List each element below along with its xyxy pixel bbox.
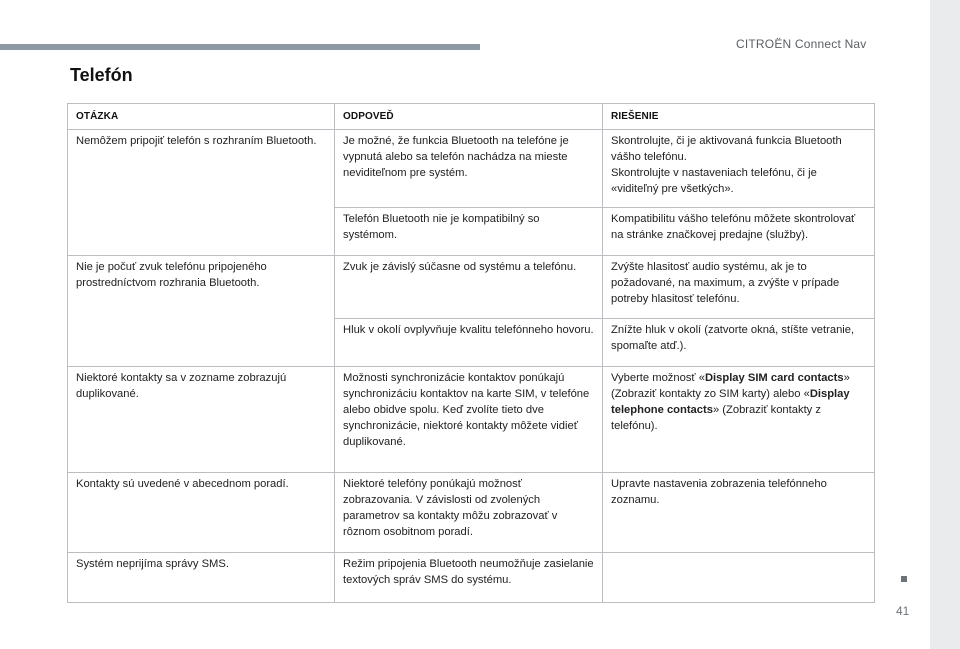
- faq-table: [67, 103, 875, 603]
- header-brand: CITROËN Connect Nav: [736, 37, 867, 51]
- solution-cell: Upravte nastavenia zobrazenia telefónneho zoznamu.: [603, 473, 875, 553]
- column-header-question: OTÁZKA: [68, 104, 335, 130]
- solution-cell: Znížte hluk v okolí (zatvorte okná, stíšte vetranie, spomaľte atď.).: [603, 319, 875, 367]
- column-header-answer: ODPOVEĎ: [335, 104, 603, 130]
- solution-text: » (Zobraziť kontakty z telefónu).: [611, 404, 821, 432]
- side-margin-strip: [930, 0, 960, 649]
- answer-cell: Zvuk je závislý súčasne od systému a telefónu.: [335, 256, 603, 319]
- column-header-solution: RIEŠENIE: [603, 104, 875, 130]
- sim-contacts-option: Display SIM card contacts: [704, 372, 844, 384]
- table-row: [68, 256, 875, 319]
- answer-cell: Možnosti synchronizácie kontaktov ponúkajú synchronizáciu kontaktov na karte SIM, v telefóne alebo obidve spolu. Keď zvolíte tieto dve synchronizácie, niektoré kontakty môžete vidieť duplikované.: [335, 367, 603, 473]
- page-title: Telefón: [70, 65, 133, 85]
- page-marker-dot: [901, 576, 907, 582]
- answer-cell: Niektoré telefóny ponúkajú možnosť zobrazovania. V závislosti od zvolených parametrov sa kontakty môžu zobrazovať v rôznom osobitnom poradí.: [335, 473, 603, 553]
- question-cell: Kontakty sú uvedené v abecednom poradí.: [68, 473, 335, 553]
- question-cell: Nie je počuť zvuk telefónu pripojeného prostredníctvom rozhrania Bluetooth.: [68, 256, 335, 367]
- solution-cell: [603, 130, 875, 208]
- table-row: [68, 553, 875, 603]
- solution-line: Skontrolujte, či je aktivovaná funkcia Bluetooth vášho telefónu.: [611, 135, 842, 163]
- solution-cell: Zvýšte hlasitosť audio systému, ak je to požadované, na maximum, a zvýšte v prípade potreby hlasitosť telefónu.: [603, 256, 875, 319]
- solution-text: » (Zobraziť kontakty zo SIM karty) alebo «: [611, 372, 850, 400]
- question-cell: Niektoré kontakty sa v zozname zobrazujú duplikované.: [68, 367, 335, 473]
- solution-line: Skontrolujte v nastaveniach telefónu, či je «viditeľný pre všetkých».: [611, 167, 817, 195]
- question-cell: Nemôžem pripojiť telefón s rozhraním Bluetooth.: [68, 130, 335, 256]
- answer-cell: Režim pripojenia Bluetooth neumožňuje zasielanie textových správ SMS do systému.: [335, 553, 603, 603]
- page-number: 41: [896, 604, 910, 618]
- answer-cell: Je možné, že funkcia Bluetooth na telefóne je vypnutá alebo sa telefón nachádza na mieste neviditeľnom pre systém.: [335, 130, 603, 208]
- telephone-contacts-option: Display telephone contacts: [611, 388, 850, 416]
- solution-cell: [603, 367, 875, 473]
- header-accent-bar: [0, 44, 480, 50]
- table-row: [68, 130, 875, 208]
- answer-cell: Telefón Bluetooth nie je kompatibilný so systémom.: [335, 208, 603, 256]
- solution-cell: [603, 553, 875, 603]
- table-row: [68, 473, 875, 553]
- answer-cell: Hluk v okolí ovplyvňuje kvalitu telefónneho hovoru.: [335, 319, 603, 367]
- solution-cell: Kompatibilitu vášho telefónu môžete skontrolovať na stránke značkovej predajne (služby).: [603, 208, 875, 256]
- question-cell: Systém neprijíma správy SMS.: [68, 553, 335, 603]
- solution-text: Vyberte možnosť «: [611, 372, 705, 384]
- table-header-row: [68, 104, 875, 130]
- table-row: [68, 367, 875, 473]
